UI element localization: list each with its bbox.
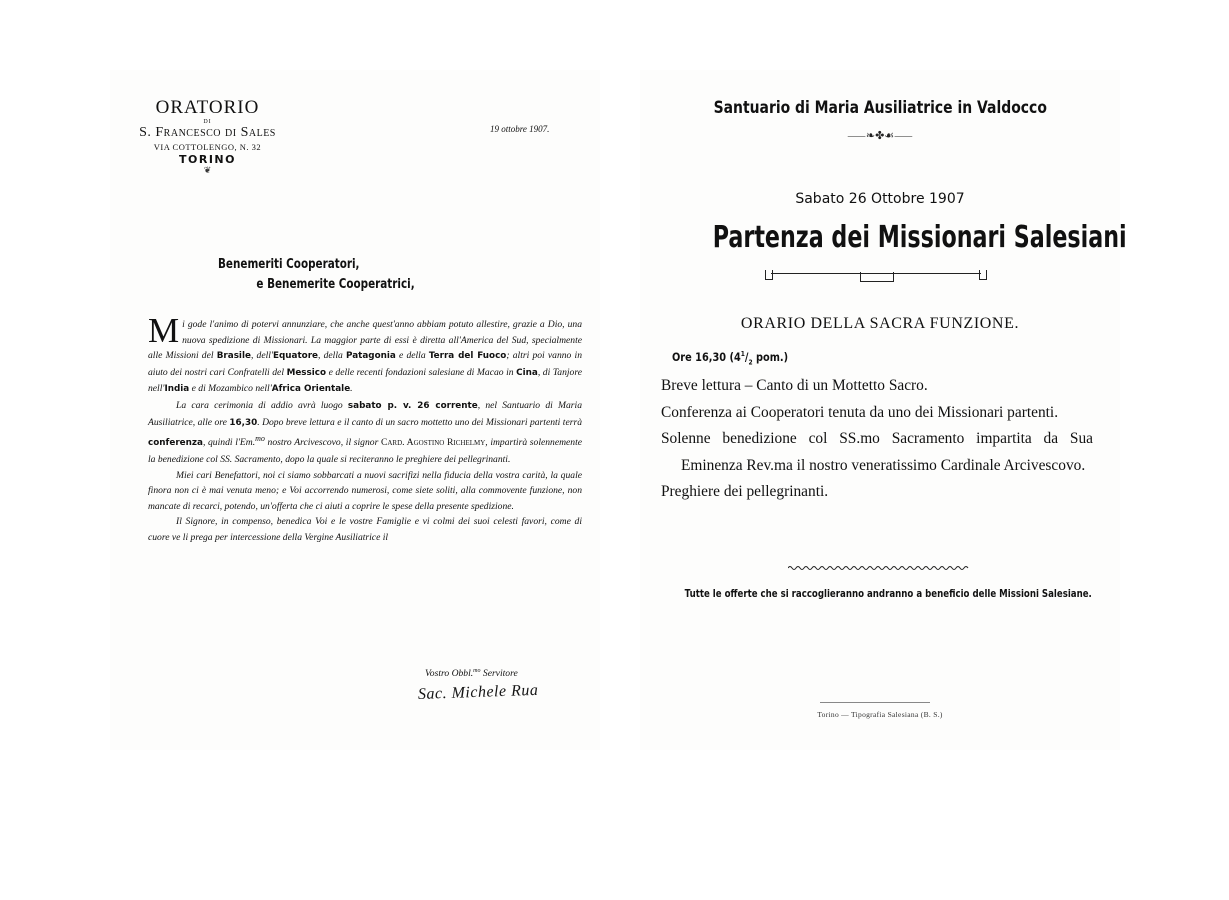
drop-cap: M (148, 311, 180, 350)
wavy-divider-icon (788, 565, 970, 571)
main-title: Partenza dei Missionari Salesiani (712, 220, 1127, 255)
schedule-item: Solenne benedizione col SS.mo Sacramento impartita da Sua Eminenza Rev.ma il nostro veneratissimo Cardinale Arcivescovo. (661, 430, 1093, 474)
salutation-line-1: Benemeriti Cooperatori, (218, 257, 360, 272)
closing: Vostro Obbl.$^{mo}$ Servitore (425, 668, 518, 680)
letter-body (148, 311, 582, 546)
letterhead-di: DI (203, 118, 212, 125)
letterhead (125, 98, 290, 176)
schedule-list (661, 373, 1093, 506)
paragraph-2: La cara cerimonia di addio avrà luogo sabato p. v. 26 corrente, nel Santuario di Maria Ausiliatrice, alle ore 16,30. Dopo breve lettura e il canto di un sacro mottetto uno dei Missionari partenti terrà conferenza, quindi l'Em.$^{mo}$ nostro Arcivescovo, il signor Card. Agostino Richelmy, impartirà solennemente la benedizione col SS. Sacramento, dopo la quale si reciteranno le preghiere dei pellegrinanti. (148, 399, 582, 465)
title-ornament-icon (765, 270, 987, 282)
orario-time: Ore 16,30 ($4^1/_2$ pom.) (672, 350, 789, 367)
paragraph-1: Mi gode l'animo di potervi annunziare, che anche quest'anno abbiam potuto allestire, grazie a Dio, una nuova spedizione di Missionari. La maggior parte di essi è diretta all'America del Sud, specialmente alle Missioni del Brasile, dell'Equatore, della Patagonia e della Terra del Fuoco; altri poi vanno in aiuto dei nostri cari Confratelli del Messico e delle recenti fondazioni salesiane di Macao in Cina, di Tanjore nell'India e di Mozambico nell'Africa Orientale. (148, 311, 582, 395)
schedule-item: Preghiere dei pellegrinanti. (661, 483, 829, 501)
letterhead-ornament-icon: ❦ (203, 165, 212, 176)
salutation-line-2: e Benemerite Cooperatrici, (256, 277, 415, 293)
printer-credit: Torino — Tipografia Salesiana (B. S.) (817, 710, 943, 719)
letterhead-oratorio: ORATORIO (155, 97, 260, 118)
salutation (218, 255, 415, 295)
signature: Sac. Michele Rua (417, 681, 539, 703)
paragraph-3: Miei cari Benefattori, noi ci siamo sobbarcati a nuovi sacrifizi nella fiducia della vostra carità, la quale finora non ci è mai venuta meno; e Voi accorrendo numerosi, come siete soliti, alla commovente funzione, non mancate di recarci, potendo, un'offerta che ci aiuti a coprire le spese della presente spedizione. (148, 469, 582, 512)
letterhead-city: TORINO (179, 153, 236, 167)
paragraph-4: Il Signore, in compenso, benedica Voi e le vostre Famiglie e vi colmi dei suoi celesti favori, come di cuore ve li prega per intercessione della Vergine Ausiliatrice il (148, 516, 582, 543)
orario-heading: ORARIO DELLA SACRA FUNZIONE. (740, 315, 1020, 332)
schedule-item: Breve lettura – Canto di un Mottetto Sacro. (661, 377, 928, 394)
offerte-note: Tutte le offerte che si raccoglieranno andranno a beneficio delle Missioni Salesiane. (684, 588, 1092, 600)
letter-page (110, 70, 600, 750)
event-date: Sabato 26 Ottobre 1907 (795, 191, 965, 207)
letterhead-name: S. Francesco di Sales (139, 125, 276, 141)
sanctuary-header: Santuario di Maria Ausiliatrice in Valdocco (713, 98, 1047, 118)
footer-rule (820, 702, 930, 703)
header-ornament-icon: ⸺❧✤☙⸺ (847, 130, 913, 142)
schedule-item: Conferenza ai Cooperatori tenuta da uno dei Missionari partenti. (661, 403, 1059, 421)
letterhead-address: VIA COTTOLENGO, N. 32 (153, 141, 262, 152)
letter-date: 19 ottobre 1907. (490, 124, 550, 134)
notice-page (640, 70, 1127, 750)
